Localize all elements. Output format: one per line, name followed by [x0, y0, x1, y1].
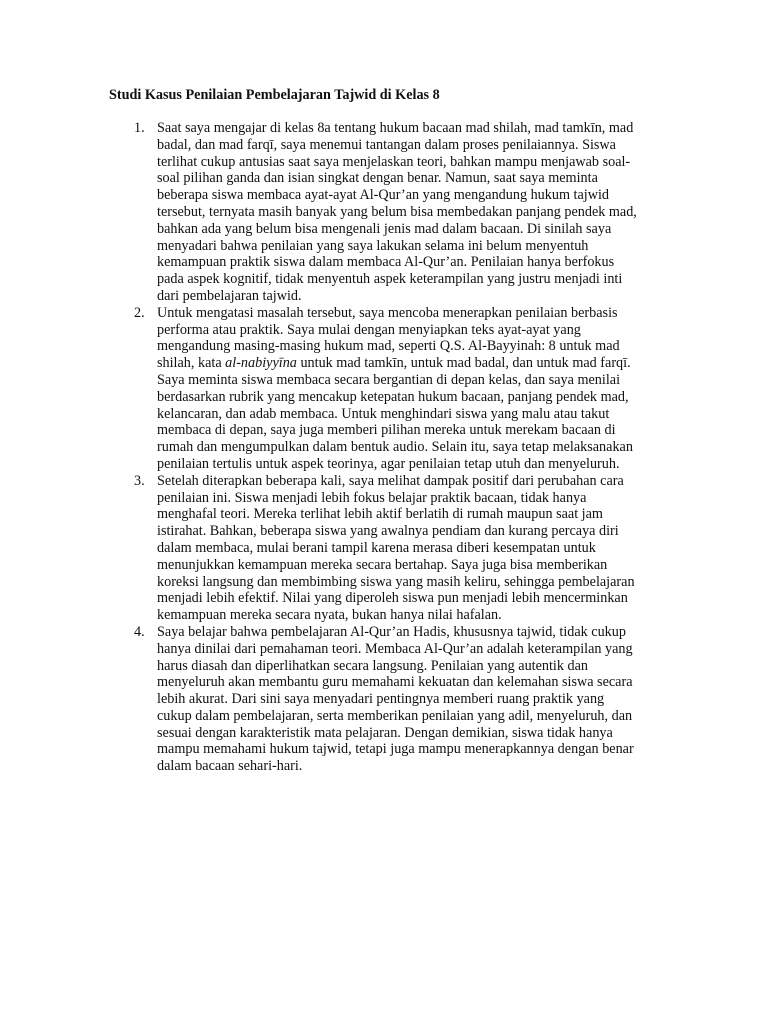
- list-item: [109, 305, 684, 473]
- text-line: bahkan ada yang belum bisa mengenali jenis mad dalam bacaan. Di sinilah saya: [157, 220, 612, 237]
- text-line: Setelah diterapkan beberapa kali, saya melihat dampak positif dari perubahan cara: [157, 472, 624, 489]
- text-line: istirahat. Bahkan, beberapa siswa yang awalnya pendiam dan kurang percaya diri: [157, 523, 619, 540]
- text-line: dalam membaca, mulai berani tampil karena merasa diberi kesempatan untuk: [157, 539, 596, 556]
- text-line: koreksi langsung dan membimbing siswa yang masih keliru, sehingga pembelajaran: [157, 573, 635, 590]
- list-item: [109, 473, 684, 624]
- text-line: penilaian tertulis untuk aspek teorinya, agar penilaian tetap utuh dan menyeluruh.: [157, 455, 620, 472]
- list-item: [109, 120, 684, 305]
- list-item-number: 3.: [134, 472, 145, 489]
- text-segment: shilah, kata: [157, 355, 226, 372]
- text-line: soal pilihan ganda dan isian singkat dengan benar. Namun, saat saya meminta: [157, 170, 598, 187]
- text-line: menghafal teori. Mereka terlihat lebih aktif berlatih di rumah maupun saat jam: [157, 506, 603, 523]
- text-line: harus diasah dan diperlihatkan secara langsung. Penilaian yang autentik dan: [157, 657, 589, 674]
- text-line: kemampuan mereka secara nyata, bukan hanya nilai hafalan.: [157, 607, 502, 624]
- text-line-with-italic: [157, 355, 684, 372]
- text-line: menunjukkan kemampuan mereka secara bertahap. Saya juga bisa memberikan: [157, 556, 608, 573]
- text-line: beberapa siswa membaca ayat-ayat Al-Qur’an yang mengandung hukum tajwid: [157, 187, 610, 204]
- text-line: dalam bacaan sehari-hari.: [157, 758, 303, 775]
- list-item-number: 1.: [134, 120, 145, 136]
- numbered-list: [109, 120, 684, 775]
- italic-term: al-nabiyyīna: [225, 355, 297, 372]
- text-segment: untuk mad tamkīn, untuk mad badal, dan untuk mad farqī.: [296, 355, 631, 372]
- text-line: berdasarkan rubrik yang mencakup ketepatan hukum bacaan, panjang pendek mad,: [157, 388, 629, 405]
- text-line: menyeluruh akan membantu guru memahami kekuatan dan kelemahan siswa secara: [157, 674, 633, 691]
- text-line: rumah dan mengumpulkan dalam bentuk audio. Selain itu, saya tetap melaksanakan: [157, 439, 633, 456]
- text-line: sesuai dengan karakteristik mata pelajaran. Dengan demikian, siswa tidak hanya: [157, 724, 613, 741]
- text-line: Saya meminta siswa membaca secara bergantian di depan kelas, dan saya menilai: [157, 371, 621, 388]
- text-line: menyadari bahwa penilaian yang saya lakukan selama ini belum menyentuh: [157, 237, 589, 254]
- text-line: mengandung masing-masing hukum mad, seperti Q.S. Al-Bayyinah: 8 untuk mad: [157, 338, 620, 355]
- text-line: tersebut, ternyata masih banyak yang belum bisa membedakan panjang pendek mad,: [157, 203, 637, 220]
- document-title: Studi Kasus Penilaian Pembelajaran Tajwid di Kelas 8: [109, 87, 440, 103]
- text-line: Saat saya mengajar di kelas 8a tentang hukum bacaan mad shilah, mad tamkīn, mad: [157, 120, 634, 136]
- text-line: terlihat cukup antusias saat saya menjelaskan teori, bahkan mampu menjawab soal-: [157, 153, 631, 170]
- text-line: badal, dan mad farqī, saya menemui tantangan dalam proses penilaiannya. Siswa: [157, 136, 616, 153]
- text-line: Untuk mengatasi masalah tersebut, saya mencoba menerapkan penilaian berbasis: [157, 304, 618, 321]
- text-line: kelancaran, dan adab membaca. Untuk menghindari siswa yang malu atau takut: [157, 405, 610, 422]
- list-item: [109, 624, 684, 775]
- text-line: mampu memahami hukum tajwid, tetapi juga mampu menerapkannya dengan benar: [157, 741, 634, 758]
- list-item-number: 2.: [134, 304, 145, 321]
- text-line: cukup dalam pembelajaran, serta memberikan penilaian yang adil, menyeluruh, dan: [157, 707, 633, 724]
- text-line: menjadi lebih efektif. Nilai yang diperoleh siswa pun menjadi lebih mencerminkan: [157, 590, 628, 607]
- text-line: performa atau praktik. Saya mulai dengan menyiapkan teks ayat-ayat yang: [157, 321, 581, 338]
- text-line: Saya belajar bahwa pembelajaran Al-Qur’an Hadis, khususnya tajwid, tidak cukup: [157, 623, 626, 640]
- text-line: kemampuan praktik siswa dalam membaca Al-Qur’an. Penilaian hanya berfokus: [157, 254, 615, 271]
- text-line: dari pembelajaran tajwid.: [157, 287, 302, 304]
- text-line: membaca di depan, saya juga memberi pilihan mereka untuk merekam bacaan di: [157, 422, 616, 439]
- text-line: pada aspek kognitif, tidak menyentuh aspek keterampilan yang justru menjadi inti: [157, 271, 623, 288]
- text-line: penilaian ini. Siswa menjadi lebih fokus belajar praktik bacaan, tidak hanya: [157, 489, 587, 506]
- list-item-number: 4.: [134, 623, 145, 640]
- text-line: hanya dinilai dari pemahaman teori. Membaca Al-Qur’an adalah keterampilan yang: [157, 640, 633, 657]
- text-line: lebih akurat. Dari sini saya menyadari pentingnya memberi ruang praktik yang: [157, 691, 605, 708]
